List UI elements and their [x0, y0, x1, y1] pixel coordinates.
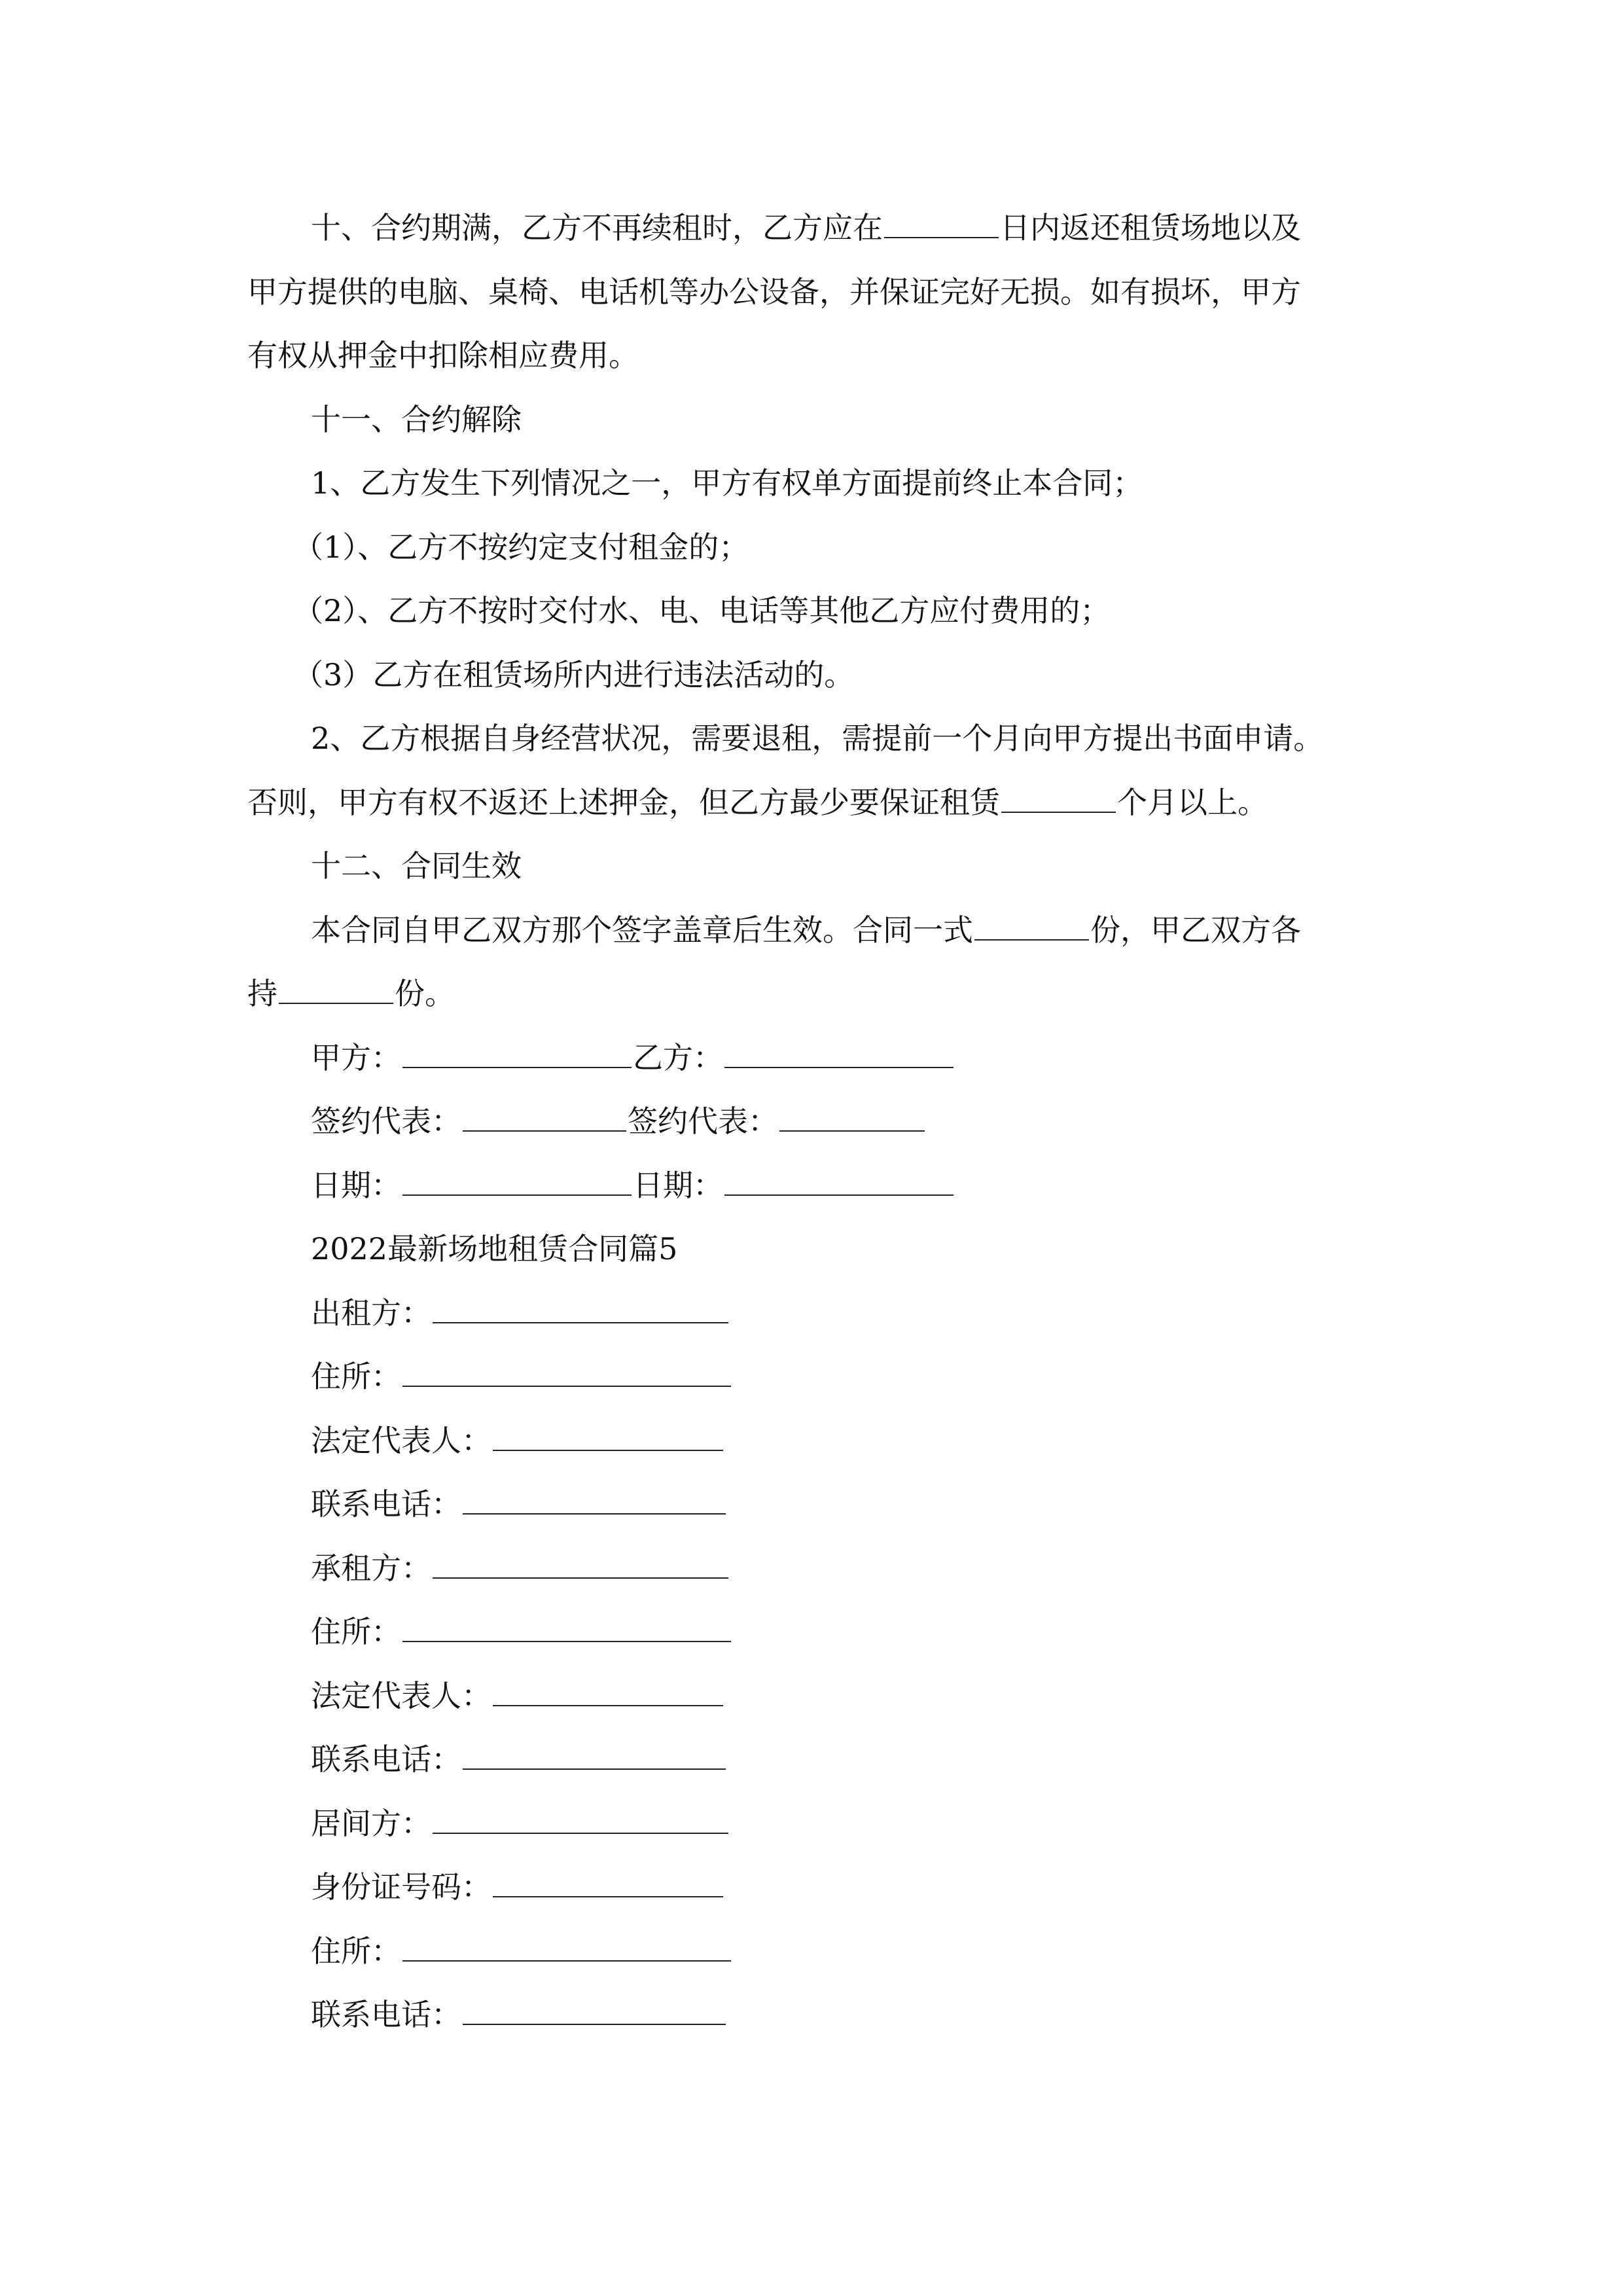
field-label: 居间方：: [311, 1805, 431, 1841]
clause-10-line-2: 甲方提供的电脑、桌椅、电话机等办公设备，并保证完好无损。如有损坏，甲方: [247, 274, 1301, 310]
field-line: [463, 1474, 726, 1515]
signature-party-row: [247, 1026, 1380, 1090]
copies-total-blank: [974, 900, 1089, 941]
signature-rep-row: [247, 1090, 1380, 1154]
clause-11-item-2-text: 否则，甲方有权不返还上述押金，但乙方最少要保证租赁: [247, 784, 1000, 820]
field-intermediary-phone: [247, 1983, 1380, 2047]
field-line: [493, 1410, 723, 1451]
party-b-label: 乙方：: [633, 1039, 723, 1075]
copies-each-blank: [279, 963, 393, 1004]
field-label: 联系电话：: [311, 1997, 461, 2032]
clause-11-item-2-tail: 个月以上。: [1117, 784, 1268, 820]
date-a-label: 日期：: [311, 1167, 401, 1203]
field-lessor-phone: [247, 1473, 1380, 1537]
field-label: 法定代表人：: [311, 1677, 491, 1713]
field-line: [402, 1602, 731, 1642]
field-label: 联系电话：: [311, 1742, 461, 1777]
field-line: [402, 1346, 731, 1387]
field-intermediary: [247, 1792, 1380, 1856]
date-b-label: 日期：: [633, 1167, 723, 1203]
field-line: [463, 1729, 726, 1770]
clause-12-line-1: [247, 899, 1380, 963]
field-label: 身份证号码：: [311, 1869, 491, 1905]
field-line: [402, 1921, 731, 1962]
party-b-signature-line: [724, 1028, 954, 1068]
field-lessee-phone: [247, 1728, 1380, 1792]
field-line: [463, 1984, 726, 2025]
field-line: [433, 1793, 728, 1834]
field-label: 住所：: [311, 1933, 401, 1969]
rep-b-signature-line: [779, 1091, 925, 1132]
clause-10-line-1: [247, 196, 1380, 260]
clause-10-text-cont: 日内返还租赁场地以及: [1000, 210, 1301, 245]
rep-a-signature-line: [463, 1091, 626, 1132]
field-line: [493, 1857, 723, 1897]
date-a-line: [402, 1155, 632, 1196]
clause-11-item-2: 2、乙方根据自身经营状况，需要退租，需提前一个月向甲方提出书面申请。: [311, 721, 1324, 756]
field-lessor-address: [247, 1345, 1380, 1409]
field-id-number: [247, 1856, 1380, 1920]
field-lessor: [247, 1282, 1380, 1346]
clause-10-text: 十、合约期满，乙方不再续租时，乙方应在: [311, 210, 883, 245]
field-label: 住所：: [311, 1614, 401, 1649]
field-lessee-address: [247, 1600, 1380, 1664]
field-lessee-legal-rep: [247, 1664, 1380, 1729]
clause-12-line-2: [247, 962, 1380, 1026]
clause-10-line-3: 有权从押金中扣除相应费用。: [247, 338, 639, 373]
clause-11-heading: 十一、合约解除: [311, 401, 522, 437]
field-intermediary-address: [247, 1920, 1380, 1984]
field-line: [433, 1283, 728, 1323]
field-line: [433, 1538, 728, 1579]
document-body: [247, 196, 1380, 2047]
field-label: 法定代表人：: [311, 1422, 491, 1458]
field-label: 住所：: [311, 1359, 401, 1394]
date-b-line: [724, 1155, 954, 1196]
field-lessee: [247, 1537, 1380, 1601]
field-label: 联系电话：: [311, 1486, 461, 1522]
rep-a-label: 签约代表：: [311, 1103, 461, 1139]
clause-11-item-1: 1、乙方发生下列情况之一，甲方有权单方面提前终止本合同；: [311, 465, 1143, 501]
field-lessor-legal-rep: [247, 1409, 1380, 1473]
clause-11-sub-3: （3）乙方在租赁场所内进行违法活动的。: [293, 656, 855, 692]
clause-11-item-2-cont: [247, 771, 1380, 835]
return-days-blank: [884, 198, 999, 238]
field-label: 出租方：: [311, 1295, 431, 1331]
clause-12-hold-text: 持: [247, 976, 277, 1011]
party-a-signature-line: [402, 1028, 632, 1068]
minimum-months-blank: [1001, 772, 1116, 813]
rep-b-label: 签约代表：: [628, 1103, 778, 1139]
clause-12-heading: 十二、合同生效: [311, 848, 522, 884]
contract-5-title: 2022最新场地租赁合同篇5: [311, 1231, 678, 1266]
clause-12-text: 本合同自甲乙双方那个签字盖章后生效。合同一式: [311, 912, 973, 948]
clause-12-tail: 份。: [395, 976, 455, 1011]
signature-date-row: [247, 1154, 1380, 1218]
field-label: 承租方：: [311, 1550, 431, 1586]
clause-12-text-cont: 份，甲乙双方各: [1090, 912, 1301, 948]
field-line: [493, 1666, 723, 1706]
clause-11-sub-1: （1）、乙方不按约定支付租金的；: [293, 529, 749, 565]
party-a-label: 甲方：: [311, 1039, 401, 1075]
clause-11-sub-2: （2）、乙方不按时交付水、电、电话等其他乙方应付费用的；: [293, 593, 1111, 628]
